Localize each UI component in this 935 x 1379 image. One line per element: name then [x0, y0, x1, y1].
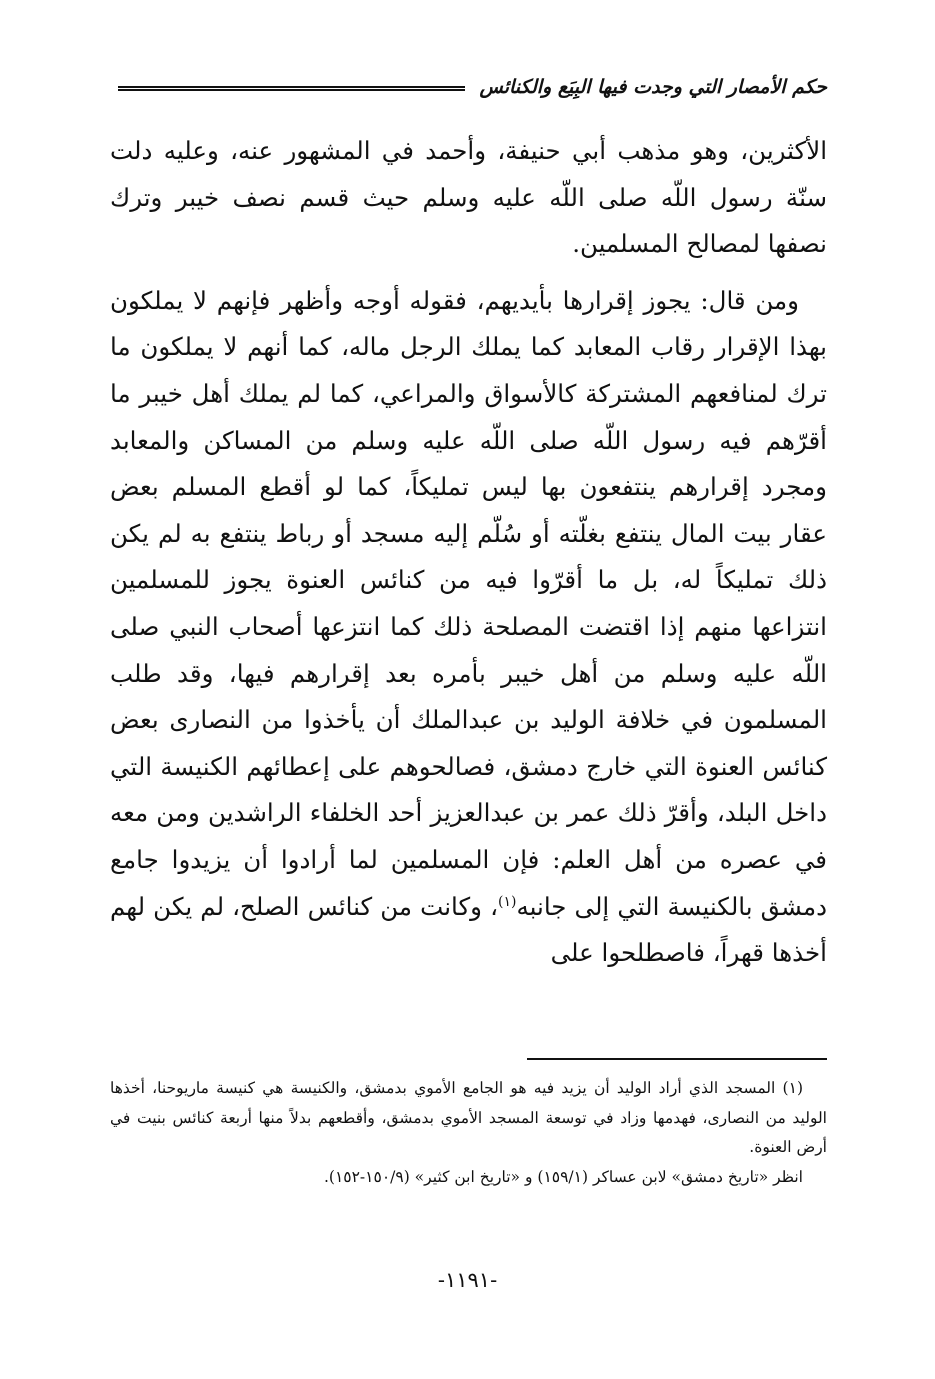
running-title: حكم الأمصار التي وجدت فيها البِيَع والكنائس — [479, 76, 827, 98]
paragraph-2-tail: ، وكانت من كنائس الصلح، لم يكن لهم أخذها قهراً، فاصطلحوا على — [110, 891, 827, 968]
running-header — [118, 70, 827, 104]
footnote-1: (١) المسجد الذي أراد الوليد أن يزيد فيه هو الجامع الأموي بدمشق، والكنيسة هي كنيسة ماريوحنا، أخذها الوليد من النصارى، فهدمها وزاد في توسعة المسجد الأموي بدمشق، وأقطعهم بدلاً منها أربعة كنائس بنيت في أرض العنوة. — [110, 1079, 827, 1156]
paragraph-2-text: ومن قال: يجوز إقرارها بأيديهم، فقوله أوجه وأظهر فإنهم لا يملكون بهذا الإقرار رقاب المعابد كما يملك الرجل ماله، كما أنهم لا يملكون ما ترك لمنافعهم المشتركة كالأسواق والمراعي، كما لم يملك أهل خيبر ما أقرّهم فيه رسول اللّه صلى اللّه عليه وسلم من المساكن والمعابد ومجرد إقرارهم ينتفعون بها ليس تمليكاً، كما لو أقطع المسلم بعض عقار بيت المال ينتفع بغلّته أو سُلّم إليه مسجد أو رباط ينتفع به لم يكن ذلك تمليكاً له، بل ما أقرّوا فيه من كنائس العنوة يجوز للمسلمين انتزاعها منهم إذا اقتضت المصلحة ذلك كما انتزعها أصحاب النبي صلى اللّه عليه وسلم من أهل خيبر بأمره بعد إقرارهم فيها، وقد طلب المسلمون في خلافة الوليد بن عبدالملك أن يأخذوا من النصارى بعض كنائس العنوة التي خارج دمشق، فصالحوهم على إعطائهم الكنيسة التي داخل البلد، وأقرّ ذلك عمر بن عبدالعزيز أحد الخلفاء الراشدين ومن معه في عصره من أهل العلم: فإن المسلمين لما أرادوا أن يزيدوا جامع دمشق بالكنيسة التي إلى جانبه — [110, 285, 827, 921]
main-text — [110, 128, 827, 977]
paragraph-1: الأكثرين، وهو مذهب أبي حنيفة، وأحمد في المشهور عنه، وعليه دلت سنّة رسول اللّه صلى اللّه عليه وسلم حيث قسم نصف خيبر وترك نصفها لمصالح المسلمين. — [110, 136, 827, 259]
footnote-source: انظر «تاريخ دمشق» لابن عساكر (١٥٩/١) و «تاريخ ابن كثير» (١٥٠/٩-١٥٢). — [323, 1167, 803, 1186]
header-double-rule — [118, 86, 465, 91]
footnote-separator — [527, 1058, 827, 1060]
footnote-reference[interactable]: (١) — [498, 893, 517, 910]
page-number: -١١٩١- — [437, 1268, 498, 1292]
footnotes — [110, 1074, 827, 1192]
paragraph-2 — [110, 278, 827, 977]
